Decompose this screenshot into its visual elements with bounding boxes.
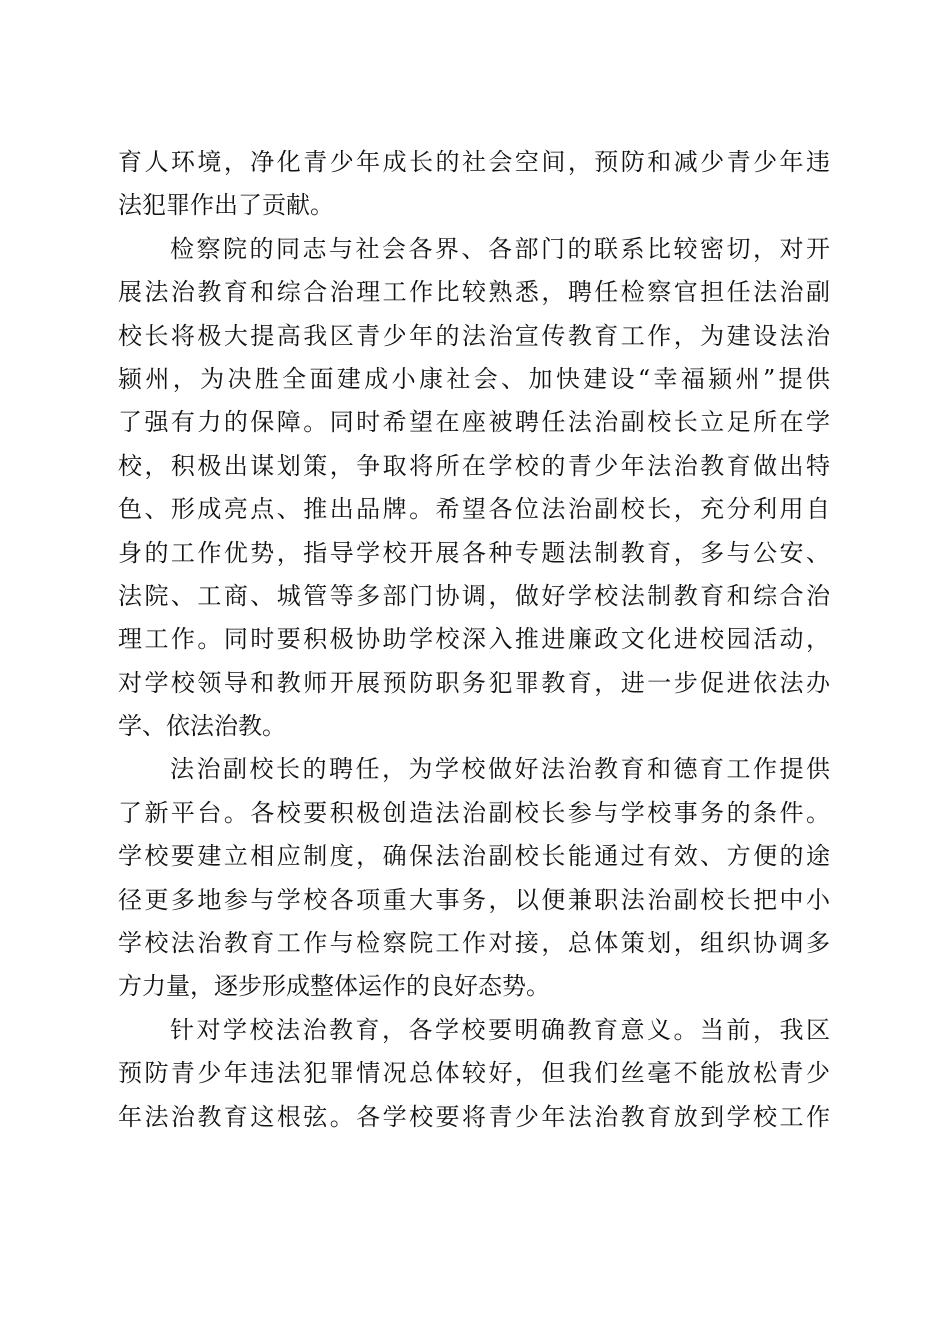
text-line: 展法治教育和综合治理工作比较熟悉，聘任检察官担任法治副 (118, 278, 830, 307)
text-line: 法犯罪作出了贡献。 (118, 191, 334, 220)
paragraph-start-line: 法治副校长的聘任，为学校做好法治教育和德育工作提供 (170, 755, 830, 784)
body-text (118, 141, 830, 1139)
paragraph-start-line: 检察院的同志与社会各界、各部门的联系比较密切，对开 (170, 234, 830, 263)
text-line: 色、形成亮点、推出品牌。希望各位法治副校长，充分利用自 (118, 495, 830, 524)
text-line: 育人环境，净化青少年成长的社会空间，预防和减少青少年违 (118, 148, 830, 176)
text-line: 身的工作优势，指导学校开展各种专题法制教育，多与公安、 (118, 538, 830, 567)
text-line: 校长将极大提高我区青少年的法治宣传教育工作，为建设法治 (118, 321, 830, 350)
text-line: 对学校领导和教师开展预防职务犯罪教育，进一步促进依法办 (118, 668, 830, 697)
text-line: 理工作。同时要积极协助学校深入推进廉政文化进校园活动， (118, 625, 830, 654)
text-line: 径更多地参与学校各项重大事务，以便兼职法治副校长把中小 (118, 885, 830, 914)
text-line: 了新平台。各校要积极创造法治副校长参与学校事务的条件。 (118, 798, 830, 827)
text-line: 了强有力的保障。同时希望在座被聘任法治副校长立足所在学 (118, 408, 830, 437)
text-line: 校，积极出谋划策，争取将所在学校的青少年法治教育做出特 (118, 451, 830, 480)
text-line: 方力量，逐步形成整体运作的良好态势。 (118, 972, 550, 1001)
text-line: 年法治教育这根弦。各学校要将青少年法治教育放到学校工作 (118, 1102, 830, 1131)
text-line: 法院、工商、城管等多部门协调，做好学校法制教育和综合治 (118, 581, 830, 610)
paragraph-start-line: 针对学校法治教育，各学校要明确教育意义。当前，我区 (170, 1015, 830, 1044)
text-line: 学校法治教育工作与检察院工作对接，总体策划，组织协调多 (118, 929, 830, 958)
text-line: 学、依法治教。 (118, 712, 286, 741)
text-line: 预防青少年违法犯罪情况总体较好，但我们丝毫不能放松青少 (118, 1059, 830, 1088)
text-line: 颍州，为决胜全面建成小康社会、加快建设“幸福颍州”提供 (118, 364, 830, 393)
text-line: 学校要建立相应制度，确保法治副校长能通过有效、方便的途 (118, 842, 830, 871)
